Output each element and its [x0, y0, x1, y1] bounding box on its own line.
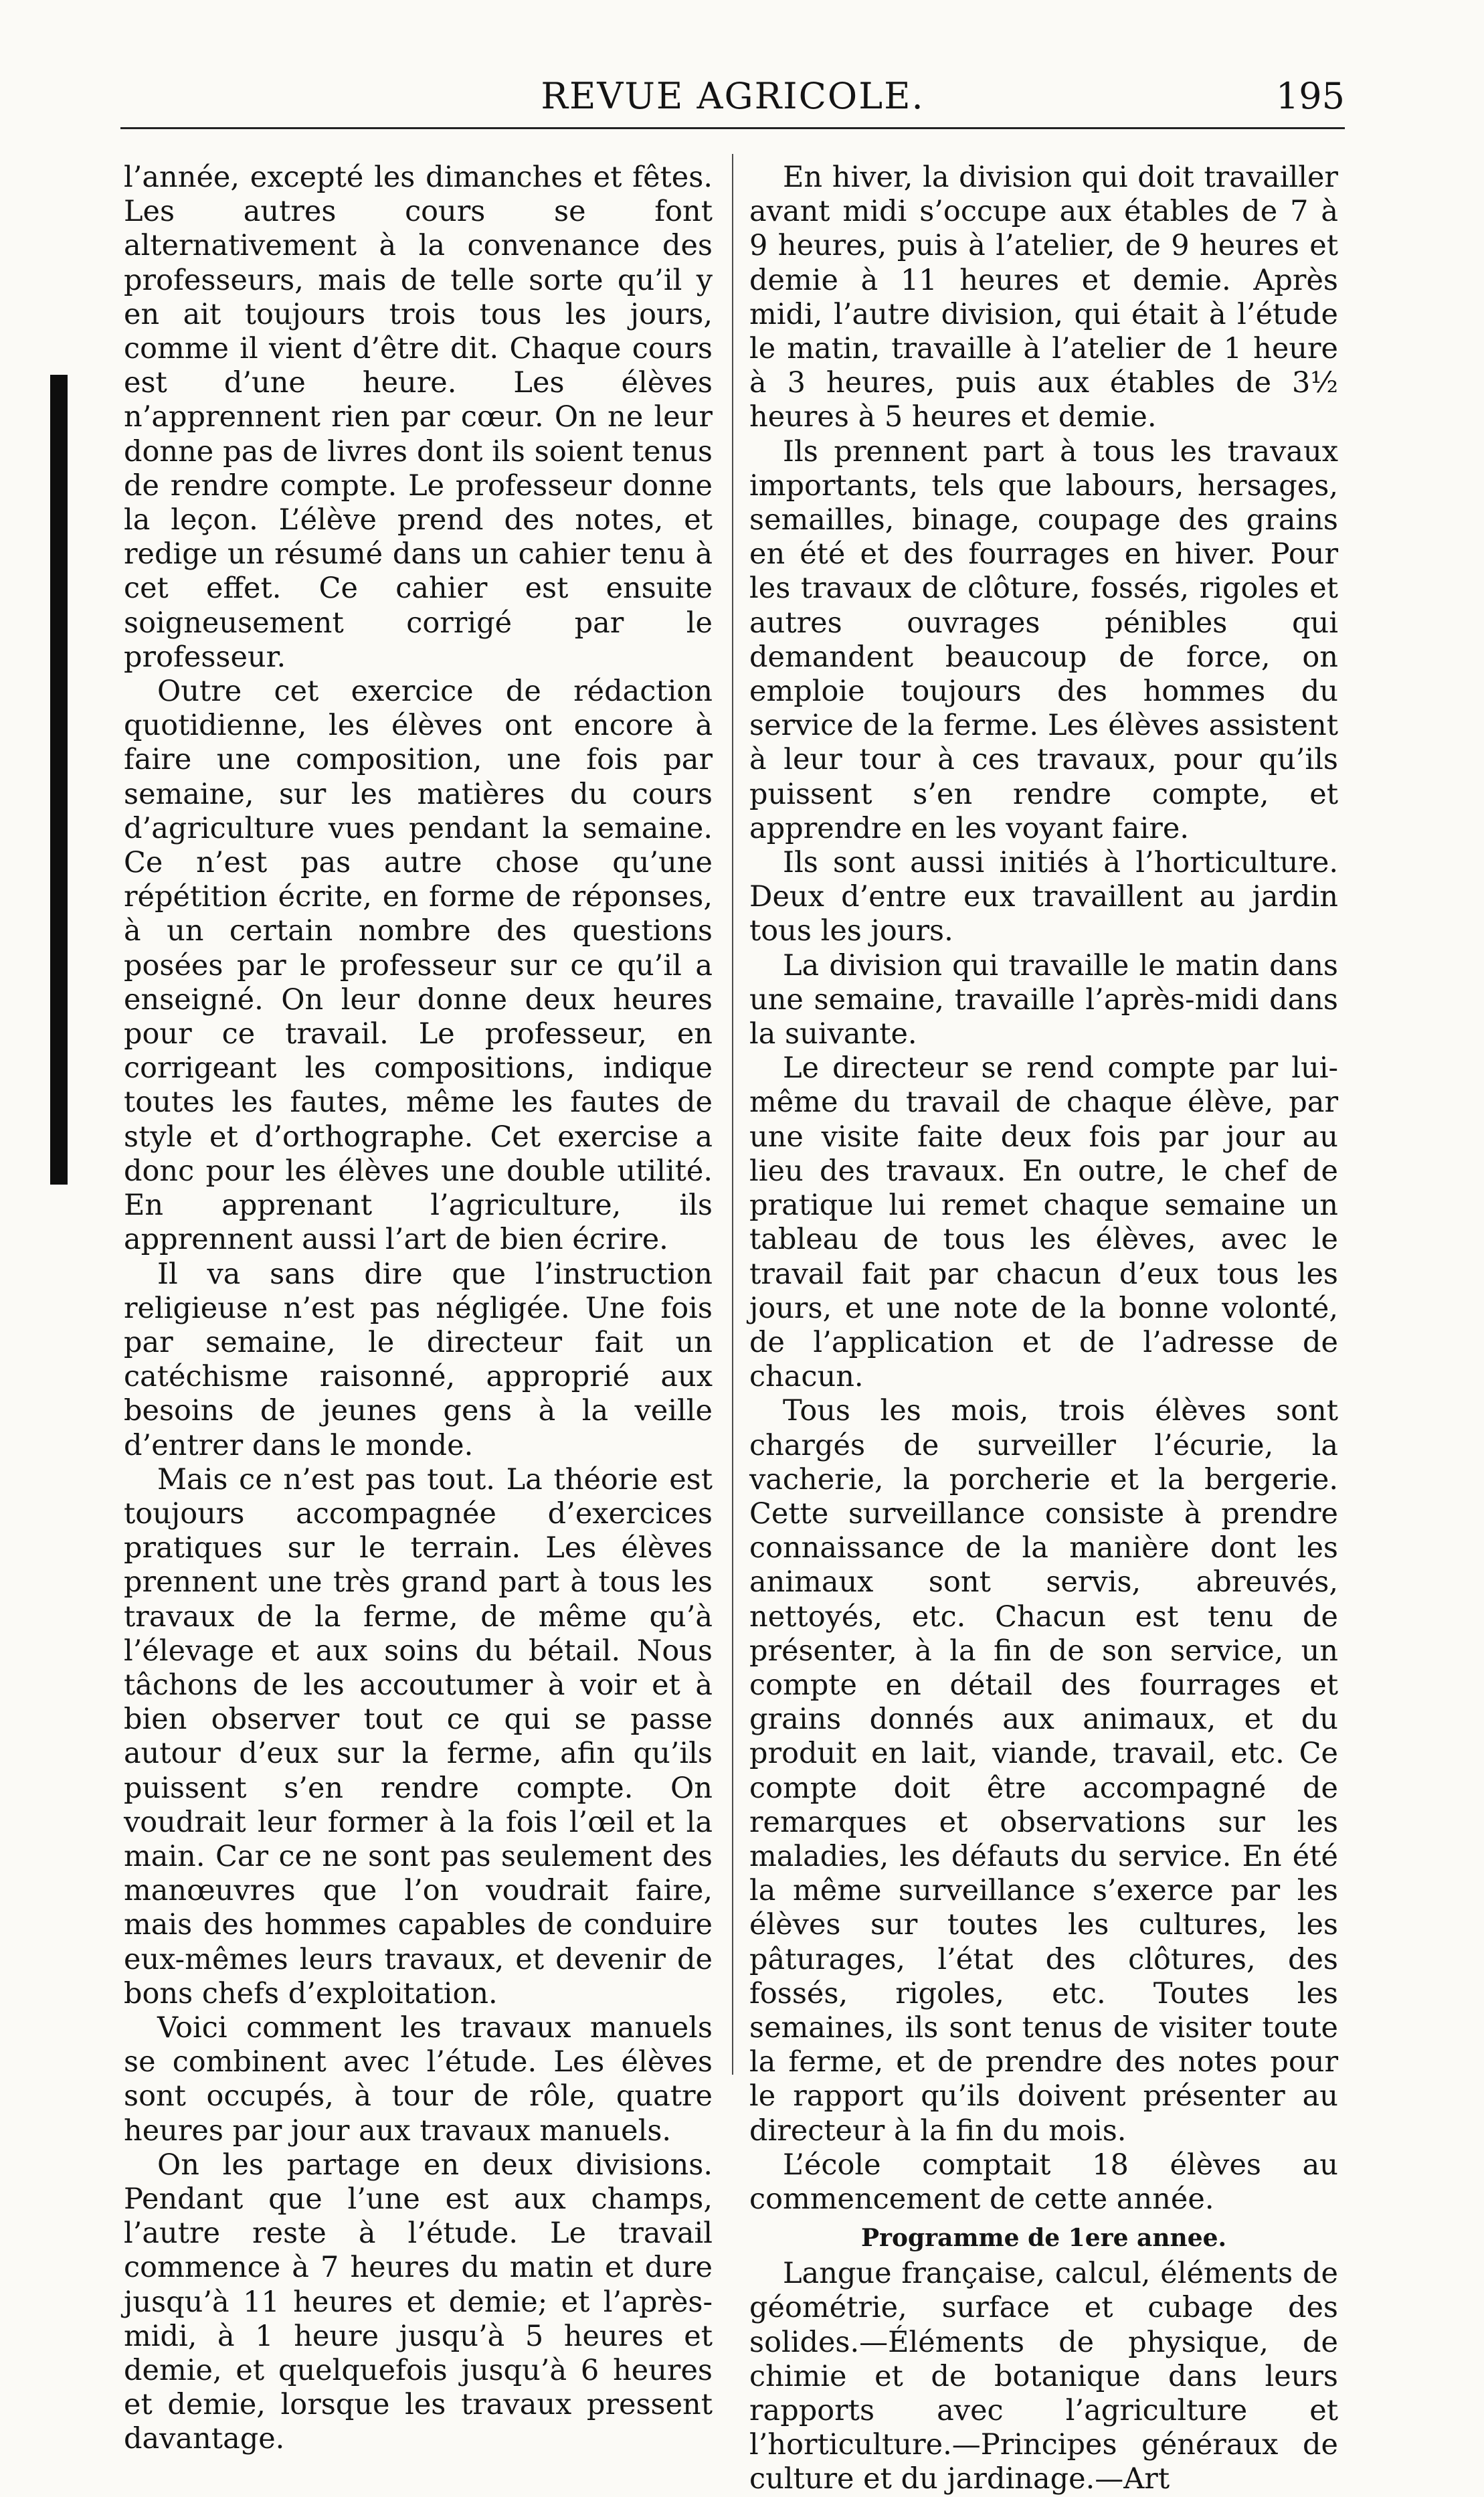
paragraph: Mais ce n’est pas tout. La théorie est toujours accompagnée d’exercices pratiques sur le terrain. Les élèves prennent une très grand part à tous les travaux de la ferme, de même qu’à l’élevage et aux soins du bétail. Nous tâchons de les accoutumer à voir et à bien observer tout ce qui se passe autour d’eux sur la ferme, afin qu’ils puissent s’en rendre compte. On voudrait leur former à la fois l’œil et la main. Car ce ne sont pas seulement des manœuvres que l’on voudrait faire, mais des hommes capables de conduire eux-mêmes leurs travaux, et devenir de bons chefs d’exploitation.: [124, 1462, 713, 2010]
column-divider: [732, 154, 733, 2075]
right-column: [749, 161, 1338, 2497]
paragraph: En hiver, la division qui doit travailler avant midi s’occupe aux étables de 7 à 9 heures, puis à l’atelier, de 9 heures et demie à 11 heures et demie. Après midi, l’autre division, qui était à l’étude le matin, travaille à l’atelier de 1 heure à 3 heures, puis aux étables de 3½ heures à 5 heures et demie.: [749, 161, 1338, 434]
running-title: REVUE AGRICOLE.: [541, 75, 925, 117]
binding-margin-bar: [50, 375, 68, 1185]
paragraph: Ils sont aussi initiés à l’horticulture. Deux d’entre eux travaillent au jardin tous les jours.: [749, 846, 1338, 948]
paragraph: On les partage en deux divisions. Pendant que l’une est aux champs, l’autre reste à l’étude. Le travail commence à 7 heures du matin et dure jusqu’à 11 heures et demie; et l’après-midi, à 1 heure jusqu’à 5 heures et demie, et quelquefois jusqu’à 6 heures et demie, lorsque les travaux pressent davantage.: [124, 2148, 713, 2456]
paragraph: L’école comptait 18 élèves au commencement de cette année.: [749, 2148, 1338, 2216]
page-number: 195: [1275, 75, 1345, 117]
paragraph: Voici comment les travaux manuels se combinent avec l’étude. Les élèves sont occupés, à tour de rôle, quatre heures par jour aux travaux manuels.: [124, 2010, 713, 2148]
paragraph: Le directeur se rend compte par lui-même du travail de chaque élève, par une visite faite deux fois par jour au lieu des travaux. En outre, le chef de pratique lui remet chaque semaine un tableau de tous les élèves, avec le travail fait par chacun d’eux tous les jours, et une note de la bonne volonté, de l’application et de l’adresse de chacun.: [749, 1051, 1338, 1394]
paragraph: Langue française, calcul, éléments de géométrie, surface et cubage des solides.—Éléments de physique, de chimie et de botanique dans leurs rapports avec l’agriculture et l’horticulture.—Principes généraux de culture et du jardinage.—Art: [749, 2257, 1338, 2496]
paragraph: Il va sans dire que l’instruction religieuse n’est pas négligée. Une fois par semaine, le directeur fait un catéchisme raisonné, approprié aux besoins de jeunes gens à la veille d’entrer dans le monde.: [124, 1257, 713, 1462]
paragraph: Ils prennent part à tous les travaux importants, tels que labours, hersages, semailles, binage, coupage des grains en été et des fourrages en hiver. Pour les travaux de clôture, fossés, rigoles et autres ouvrages pénibles qui demandent beaucoup de force, on emploie toujours des hommes du service de la ferme. Les élèves assistent à leur tour à ces travaux, pour qu’ils puissent s’en rendre compte, et apprendre en les voyant faire.: [749, 434, 1338, 845]
paragraph: Outre cet exercice de rédaction quotidienne, les élèves ont encore à faire une composition, une fois par semaine, sur les matières du cours d’agriculture vues pendant la semaine. Ce n’est pas autre chose qu’une répétition écrite, en forme de réponses, à un certain nombre des questions posées par le professeur sur ce qu’il a enseigné. On leur donne deux heures pour ce travail. Le professeur, en corrigeant les compositions, indique toutes les fautes, même les fautes de style et d’orthographe. Cet exercise a donc pour les élèves une double utilité. En apprenant l’agriculture, ils apprennent aussi l’art de bien écrire.: [124, 675, 713, 1257]
left-column: [124, 161, 713, 2457]
paragraph: l’année, excepté les dimanches et fêtes. Les autres cours se font alternativement à la convenance des professeurs, mais de telle sorte qu’il y en ait toujours trois tous les jours, comme il vient d’être dit. Chaque cours est d’une heure. Les élèves n’apprennent rien par cœur. On ne leur donne pas de livres dont ils soient tenus de rendre compte. Le professeur donne la leçon. L’élève prend des notes, et redige un résumé dans un cahier tenu à cet effet. Ce cahier est ensuite soigneusement corrigé par le professeur.: [124, 161, 713, 674]
page-header: [120, 67, 1345, 129]
section-heading: Programme de 1ere annee.: [860, 2224, 1227, 2253]
paragraph: Tous les mois, trois élèves sont chargés de surveiller l’écurie, la vacherie, la porcherie et la bergerie. Cette surveillance consiste à prendre connaissance de la manière dont les animaux sont servis, abreuvés, nettoyés, etc. Chacun est tenu de présenter, à la fin de son service, un compte en détail des fourrages et grains donnés aux animaux, et du produit en lait, viande, travail, etc. Ce compte doit être accompagné de remarques et observations sur les maladies, les défauts du service. En été la même surveillance s’exerce par les élèves sur toutes les cultures, les pâturages, l’état des clôtures, des fossés, rigoles, etc. Toutes les semaines, ils sont tenus de visiter toute la ferme, et de prendre des notes pour le rapport qu’ils doivent présenter au directeur à la fin du mois.: [749, 1394, 1338, 2148]
paragraph: La division qui travaille le matin dans une semaine, travaille l’après-midi dans la suivante.: [749, 948, 1338, 1051]
